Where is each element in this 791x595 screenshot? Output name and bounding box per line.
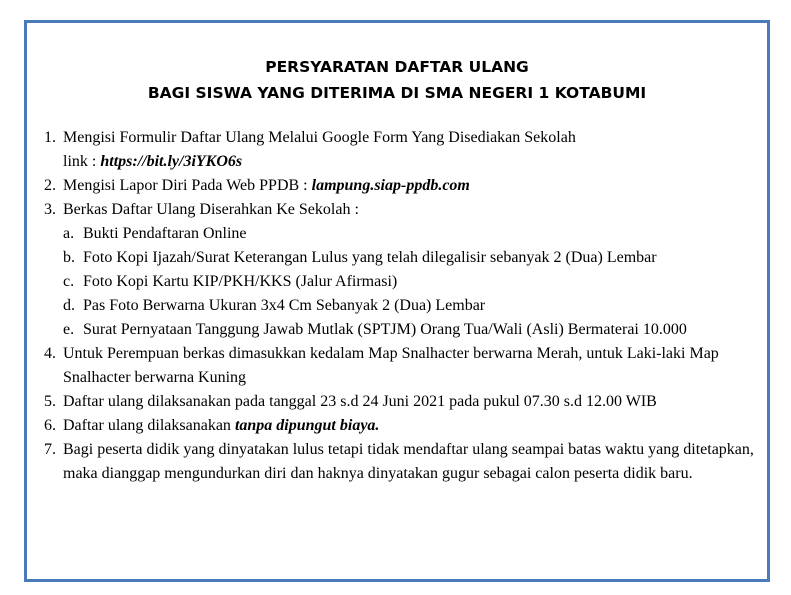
sub-item-label: a. bbox=[63, 225, 75, 242]
sub-item-e bbox=[44, 318, 764, 342]
sub-item-text: Surat Pernyataan Tanggung Jawab Mutlak (SPTJM) Orang Tua/Wali (Asli) Bermaterai 10.000 bbox=[83, 321, 687, 338]
title-line-1: PERSYARATAN DAFTAR ULANG bbox=[265, 58, 529, 76]
sub-item-a bbox=[44, 222, 764, 246]
item-number: 1. bbox=[44, 129, 56, 146]
sub-item-label: b. bbox=[63, 249, 75, 266]
item-number: 6. bbox=[44, 417, 56, 434]
ppdb-web-link[interactable]: lampung.siap-ppdb.com bbox=[311, 177, 470, 194]
item-text: Mengisi Formulir Daftar Ulang Melalui Google Form Yang Disediakan Sekolah bbox=[63, 129, 576, 146]
link-prefix: link : bbox=[63, 153, 101, 170]
sub-item-text: Bukti Pendaftaran Online bbox=[83, 225, 247, 242]
item-number: 7. bbox=[44, 441, 56, 458]
list-item-5 bbox=[44, 390, 764, 414]
item-number: 5. bbox=[44, 393, 56, 410]
item-text: Untuk Perempuan berkas dimasukkan kedalam Map Snalhacter berwarna Merah, untuk Laki-laki Map Snalhacter berwarna Kuning bbox=[63, 345, 719, 386]
item-number: 3. bbox=[44, 201, 56, 218]
item-number: 2. bbox=[44, 177, 56, 194]
title-line-2: BAGI SISWA YANG DITERIMA DI SMA NEGERI 1 KOTABUMI bbox=[147, 84, 647, 102]
item-text: Daftar ulang dilaksanakan pada tanggal 23 s.d 24 Juni 2021 pada pukul 07.30 s.d 12.00 WIB bbox=[63, 393, 657, 410]
sub-item-text: Foto Kopi Ijazah/Surat Keterangan Lulus yang telah dilegalisir sebanyak 2 (Dua) Lembar bbox=[83, 249, 657, 266]
sub-item-c bbox=[44, 270, 764, 294]
list-item-4 bbox=[44, 342, 764, 390]
sub-item-d bbox=[44, 294, 764, 318]
list-item-6 bbox=[44, 414, 764, 438]
item-number: 4. bbox=[44, 345, 56, 362]
list-item-7 bbox=[44, 438, 764, 486]
list-item-2 bbox=[44, 174, 764, 198]
item-text: Mengisi Lapor Diri Pada Web PPDB : bbox=[63, 177, 312, 194]
requirements-list bbox=[44, 126, 764, 486]
list-item-1 bbox=[44, 126, 764, 174]
sub-item-label: c. bbox=[63, 273, 75, 290]
sub-item-label: d. bbox=[63, 297, 75, 314]
item-text: Berkas Daftar Ulang Diserahkan Ke Sekolah : bbox=[63, 201, 359, 218]
sub-item-text: Foto Kopi Kartu KIP/PKH/KKS (Jalur Afirmasi) bbox=[83, 273, 398, 290]
sub-item-b bbox=[44, 246, 764, 270]
sub-item-text: Pas Foto Berwarna Ukuran 3x4 Cm Sebanyak 2 (Dua) Lembar bbox=[83, 297, 486, 314]
free-of-charge-emphasis: tanpa dipungut biaya. bbox=[234, 417, 380, 434]
item-text: Bagi peserta didik yang dinyatakan lulus tetapi tidak mendaftar ulang seampai batas waktu yang ditetapkan, maka dianggap mengundurkan diri dan haknya dinyatakan gugur sebagai calon peserta didik baru. bbox=[63, 441, 754, 482]
sub-item-label: e. bbox=[63, 321, 75, 338]
list-item-3 bbox=[44, 198, 764, 222]
google-form-link[interactable]: https://bit.ly/3iYKO6s bbox=[100, 153, 243, 170]
document-frame bbox=[24, 20, 770, 582]
item-text: Daftar ulang dilaksanakan bbox=[63, 417, 235, 434]
